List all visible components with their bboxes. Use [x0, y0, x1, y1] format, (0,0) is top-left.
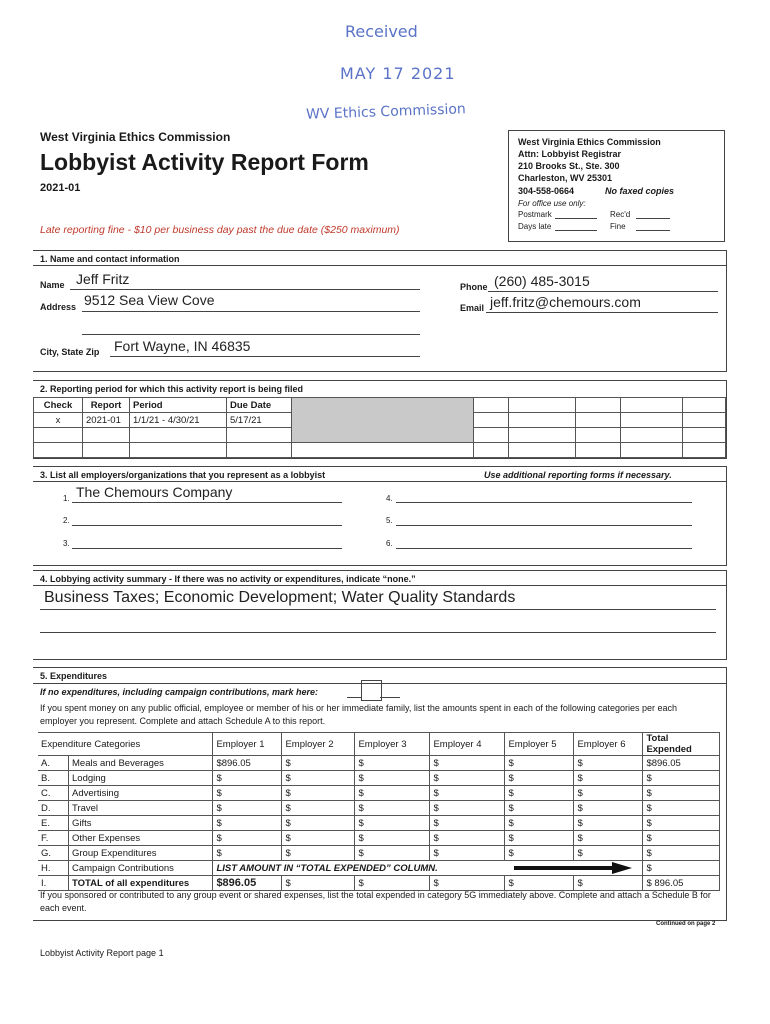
- row-letter: B.: [38, 771, 69, 786]
- total-row: I. TOTAL of all expenditures $896.05 $ $ $ $ $ $ 896.05: [38, 876, 720, 891]
- table-row: F. Other Expenses $ $ $ $ $ $ $: [38, 831, 720, 846]
- campaign-note: LIST AMOUNT IN “TOTAL EXPENDED” COLUMN.: [213, 861, 643, 876]
- col-employer-5: Employer 5: [505, 733, 574, 756]
- row-category: Gifts: [69, 816, 213, 831]
- row-letter: C.: [38, 786, 69, 801]
- name-value[interactable]: Jeff Fritz: [76, 271, 130, 287]
- row-total[interactable]: $: [643, 831, 720, 846]
- employer-5-number: 5.: [386, 516, 393, 525]
- section-3-note: Use additional reporting forms if necessary.: [484, 470, 672, 480]
- row-total[interactable]: $: [643, 786, 720, 801]
- row-category: Lodging: [69, 771, 213, 786]
- table-row: C. Advertising $ $ $ $ $ $ $: [38, 786, 720, 801]
- fine-label: Fine: [610, 222, 626, 231]
- office-use-label: For office use only:: [518, 199, 586, 208]
- employer-6-number: 6.: [386, 539, 393, 548]
- email-value[interactable]: jeff.fritz@chemours.com: [490, 294, 641, 310]
- row-category: Campaign Contributions: [69, 861, 213, 876]
- row-employer-1[interactable]: $: [213, 771, 282, 786]
- row-total[interactable]: $: [643, 816, 720, 831]
- no-fax-note: No faxed copies: [605, 186, 675, 196]
- col-employer-2: Employer 2: [282, 733, 355, 756]
- table-row: E. Gifts $ $ $ $ $ $ $: [38, 816, 720, 831]
- row-employer-1[interactable]: $: [213, 846, 282, 861]
- table-row: A. Meals and Beverages $896.05 $ $ $ $ $ $896.05: [38, 756, 720, 771]
- address-value[interactable]: 9512 Sea View Cove: [84, 292, 215, 308]
- col-report: Report: [83, 398, 130, 413]
- row-letter: F.: [38, 831, 69, 846]
- employer-1-name[interactable]: The Chemours Company: [76, 484, 233, 500]
- form-code: 2021-01: [40, 182, 81, 194]
- late-fine-note: Late reporting fine - $10 per business day past the due date ($250 maximum): [40, 224, 400, 236]
- row-category: Travel: [69, 801, 213, 816]
- period-report: 2021-01: [83, 413, 130, 428]
- registrar-line2: Attn: Lobbyist Registrar: [518, 149, 622, 159]
- recd-label: Rec'd: [610, 210, 631, 219]
- activity-summary[interactable]: Business Taxes; Economic Development; Water Quality Standards: [44, 589, 516, 606]
- row-total[interactable]: $: [643, 861, 720, 876]
- col-period: Period: [130, 398, 227, 413]
- commission-stamp: WV Ethics Commission: [305, 101, 467, 123]
- postmark-label: Postmark: [518, 210, 552, 219]
- period-check-mark[interactable]: x: [34, 413, 83, 428]
- section-5-heading: 5. Expenditures: [40, 671, 108, 681]
- col-total-expended: Total Expended: [643, 733, 720, 756]
- group-event-note: If you sponsored or contributed to any group event or shared expenses, list the total expended in category 5G immediately above. Complete and attach a Schedule B for each event.: [40, 890, 711, 913]
- col-check: Check: [34, 398, 83, 413]
- section-3-heading: 3. List all employers/organizations that you represent as a lobbyist: [40, 470, 326, 480]
- table-row: B. Lodging $ $ $ $ $ $ $: [38, 771, 720, 786]
- col-due-date: Due Date: [227, 398, 292, 413]
- row-category: Advertising: [69, 786, 213, 801]
- no-expenditures-checkbox[interactable]: [361, 680, 382, 701]
- expenditure-instructions: If you spent money on any public official, employee or member of his or her immediate family, list the amounts spent in each of the following categories per each employer you represent. Complete and attach Schedule A to this report.: [40, 703, 677, 726]
- row-category: Other Expenses: [69, 831, 213, 846]
- phone-label: Phone: [460, 282, 488, 292]
- row-letter: A.: [38, 756, 69, 771]
- registrar-line4: Charleston, WV 25301: [518, 173, 613, 183]
- registrar-line1: West Virginia Ethics Commission: [518, 137, 661, 147]
- col-expenditure-categories: Expenditure Categories: [38, 733, 213, 756]
- received-stamp: Received: [345, 22, 418, 41]
- row-employer-1[interactable]: $896.05: [213, 756, 282, 771]
- shaded-area: [292, 398, 474, 443]
- row-letter: H.: [38, 861, 69, 876]
- received-date-stamp: MAY 17 2021: [340, 64, 456, 83]
- row-employer-1[interactable]: $896.05: [213, 876, 282, 891]
- row-total[interactable]: $ 896.05: [643, 876, 720, 891]
- table-row: D. Travel $ $ $ $ $ $ $: [38, 801, 720, 816]
- col-employer-3: Employer 3: [355, 733, 430, 756]
- row-category: Meals and Beverages: [69, 756, 213, 771]
- row-category: TOTAL of all expenditures: [69, 876, 213, 891]
- employer-4-number: 4.: [386, 494, 393, 503]
- row-letter: E.: [38, 816, 69, 831]
- section-1-heading: 1. Name and contact information: [40, 254, 180, 264]
- arrow-right-icon: [514, 862, 634, 874]
- expenditures-table: [38, 732, 720, 891]
- col-employer-1: Employer 1: [213, 733, 282, 756]
- no-expenditures-label: If no expenditures, including campaign contributions, mark here:: [40, 687, 319, 697]
- address-label: Address: [40, 302, 77, 312]
- page-footer: Lobbyist Activity Report page 1: [40, 948, 164, 958]
- header-org: West Virginia Ethics Commission: [40, 130, 231, 144]
- col-employer-6: Employer 6: [574, 733, 643, 756]
- row-total[interactable]: $896.05: [643, 756, 720, 771]
- campaign-row: [38, 861, 720, 876]
- row-total[interactable]: $: [643, 771, 720, 786]
- reporting-period-table: [33, 397, 726, 458]
- period-due-date: 5/17/21: [227, 413, 292, 428]
- table-row: G. Group Expenditures $ $ $ $ $ $ $: [38, 846, 720, 861]
- city-state-zip-label: City, State Zip: [40, 347, 100, 357]
- row-employer-1[interactable]: $: [213, 786, 282, 801]
- employer-3-number: 3.: [63, 539, 70, 548]
- row-employer-1[interactable]: $: [213, 816, 282, 831]
- section-2-heading: 2. Reporting period for which this activity report is being filed: [40, 384, 304, 394]
- phone-value[interactable]: (260) 485-3015: [494, 273, 590, 289]
- email-label: Email: [460, 303, 485, 313]
- employer-1-number: 1.: [63, 494, 70, 503]
- row-total[interactable]: $: [643, 846, 720, 861]
- form-title: Lobbyist Activity Report Form: [40, 149, 369, 175]
- period-dates: 1/1/21 - 4/30/21: [130, 413, 227, 428]
- name-label: Name: [40, 280, 65, 290]
- row-letter: I.: [38, 876, 69, 891]
- row-letter: G.: [38, 846, 69, 861]
- row-category: Group Expenditures: [69, 846, 213, 861]
- row-employer-1[interactable]: $: [213, 801, 282, 816]
- days-late-label: Days late: [518, 222, 552, 231]
- registrar-phone: 304-558-0664: [518, 186, 575, 196]
- row-total[interactable]: $: [643, 801, 720, 816]
- city-state-zip-value[interactable]: Fort Wayne, IN 46835: [114, 338, 251, 354]
- row-letter: D.: [38, 801, 69, 816]
- row-employer-1[interactable]: $: [213, 831, 282, 846]
- section-4-heading: 4. Lobbying activity summary - If there was no activity or expenditures, indicate “none.”: [40, 574, 416, 584]
- col-employer-4: Employer 4: [430, 733, 505, 756]
- registrar-line3: 210 Brooks St., Ste. 300: [518, 161, 620, 171]
- continued-note: Continued on page 2: [656, 921, 716, 927]
- employer-2-number: 2.: [63, 516, 70, 525]
